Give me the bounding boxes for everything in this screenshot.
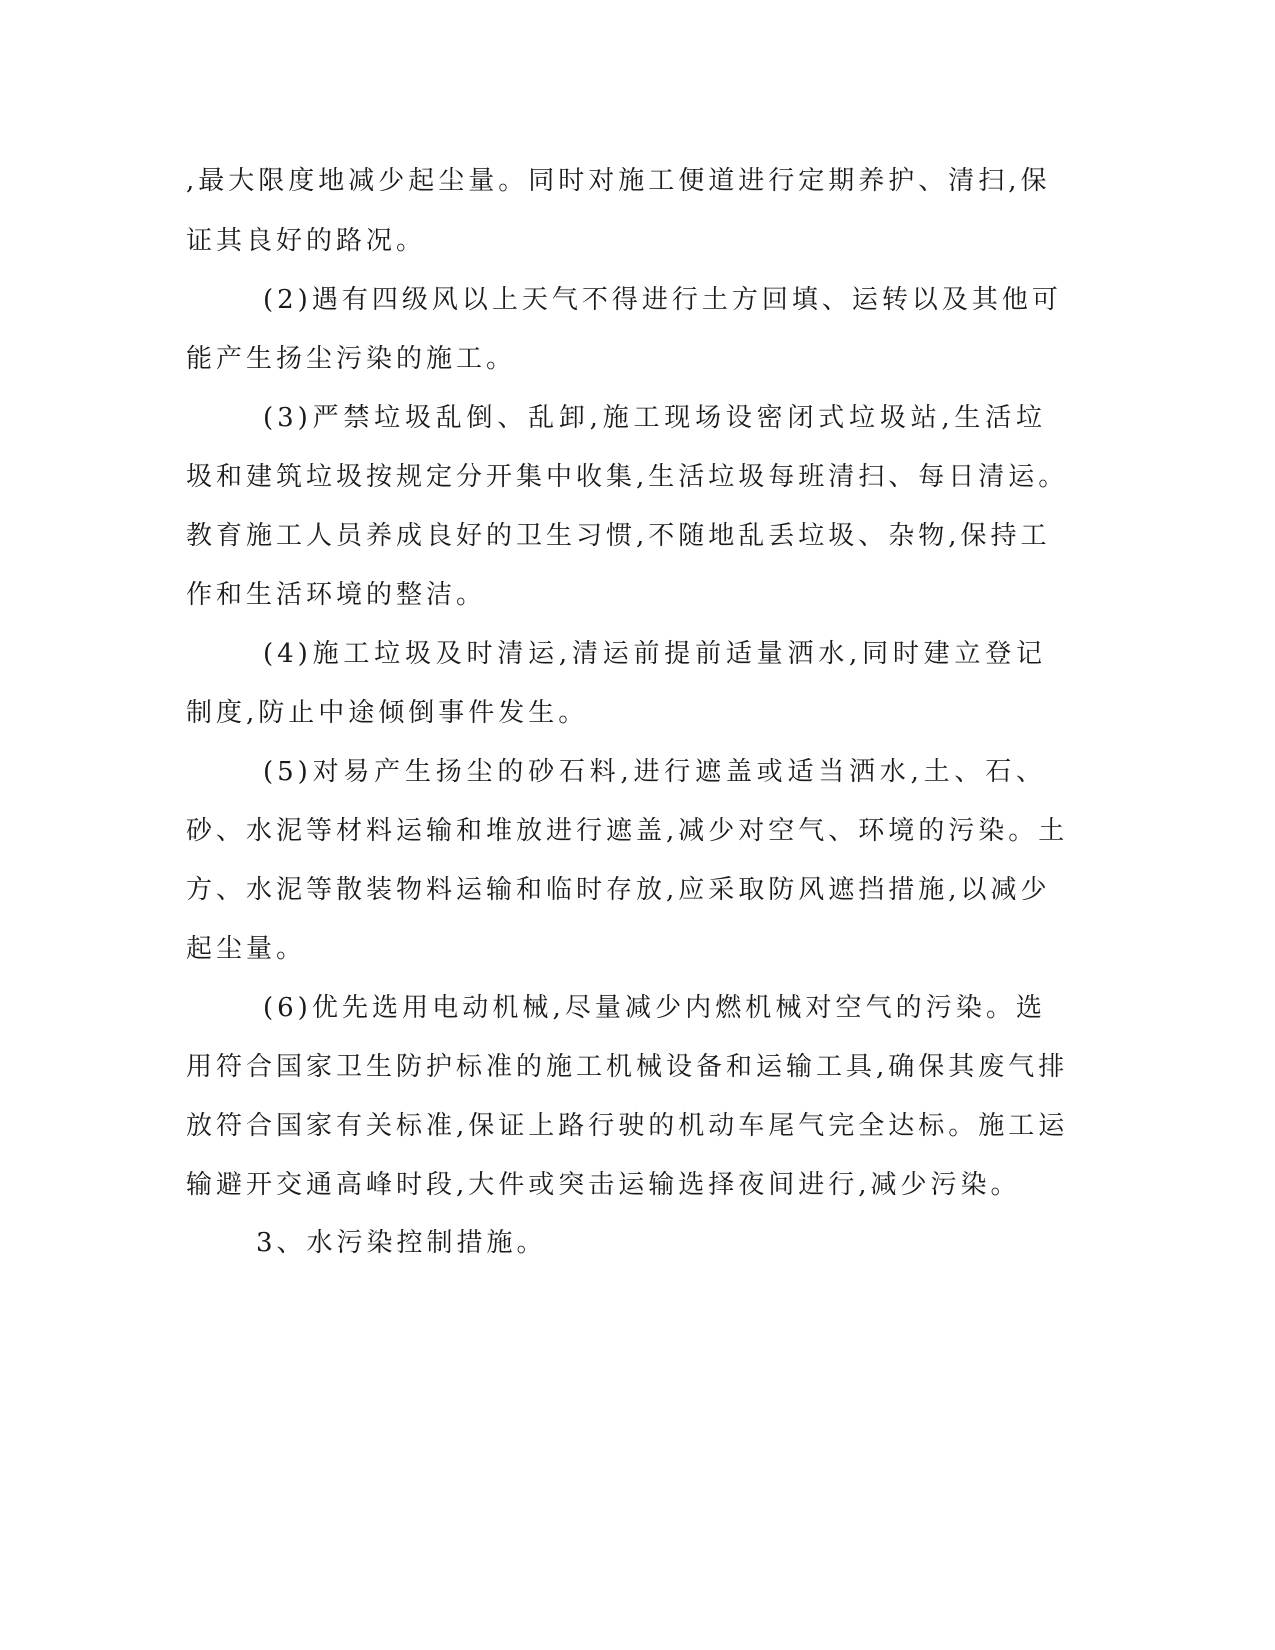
text-line: 作和生活环境的整洁。 (186, 580, 487, 610)
paragraph-6-line: (6)优先选用电动机械,尽量减少内燃机械对空气的污染。选 (263, 993, 1046, 1023)
section-heading: 3、水污染控制措施。 (256, 1228, 547, 1258)
text-line: 教育施工人员养成良好的卫生习惯,不随地乱丢垃圾、杂物,保持工 (186, 521, 1051, 551)
text-line: 制度,防止中途倾倒事件发生。 (186, 698, 589, 728)
text-line: 放符合国家有关标准,保证上路行驶的机动车尾气完全达标。施工运 (186, 1111, 1069, 1141)
paragraph-5-line: (5)对易产生扬尘的砂石料,进行遮盖或适当洒水,土、石、 (263, 757, 1046, 787)
text-line: ,最大限度地减少起尘量。同时对施工便道进行定期养护、清扫,保 (186, 166, 1051, 196)
text-line: 起尘量。 (186, 934, 307, 964)
paragraph-2-line: (2)遇有四级风以上天气不得进行土方回填、运转以及其他可 (263, 285, 1062, 315)
text-line: 证其良好的路况。 (186, 226, 427, 256)
text-line: 用符合国家卫生防护标准的施工机械设备和运输工具,确保其废气排 (186, 1052, 1069, 1082)
text-line: 能产生扬尘污染的施工。 (186, 344, 517, 374)
paragraph-3-line: (3)严禁垃圾乱倒、乱卸,施工现场设密闭式垃圾站,生活垃 (263, 403, 1046, 433)
text-line: 砂、水泥等材料运输和堆放进行遮盖,减少对空气、环境的污染。土 (186, 816, 1069, 846)
text-line: 方、水泥等散装物料运输和临时存放,应采取防风遮挡措施,以减少 (186, 875, 1051, 905)
paragraph-4-line: (4)施工垃圾及时清运,清运前提前适量洒水,同时建立登记 (263, 639, 1046, 669)
text-line: 圾和建筑垃圾按规定分开集中收集,生活垃圾每班清扫、每日清运。 (186, 462, 1069, 492)
text-line: 输避开交通高峰时段,大件或突击运输选择夜间进行,减少污染。 (186, 1170, 1021, 1200)
